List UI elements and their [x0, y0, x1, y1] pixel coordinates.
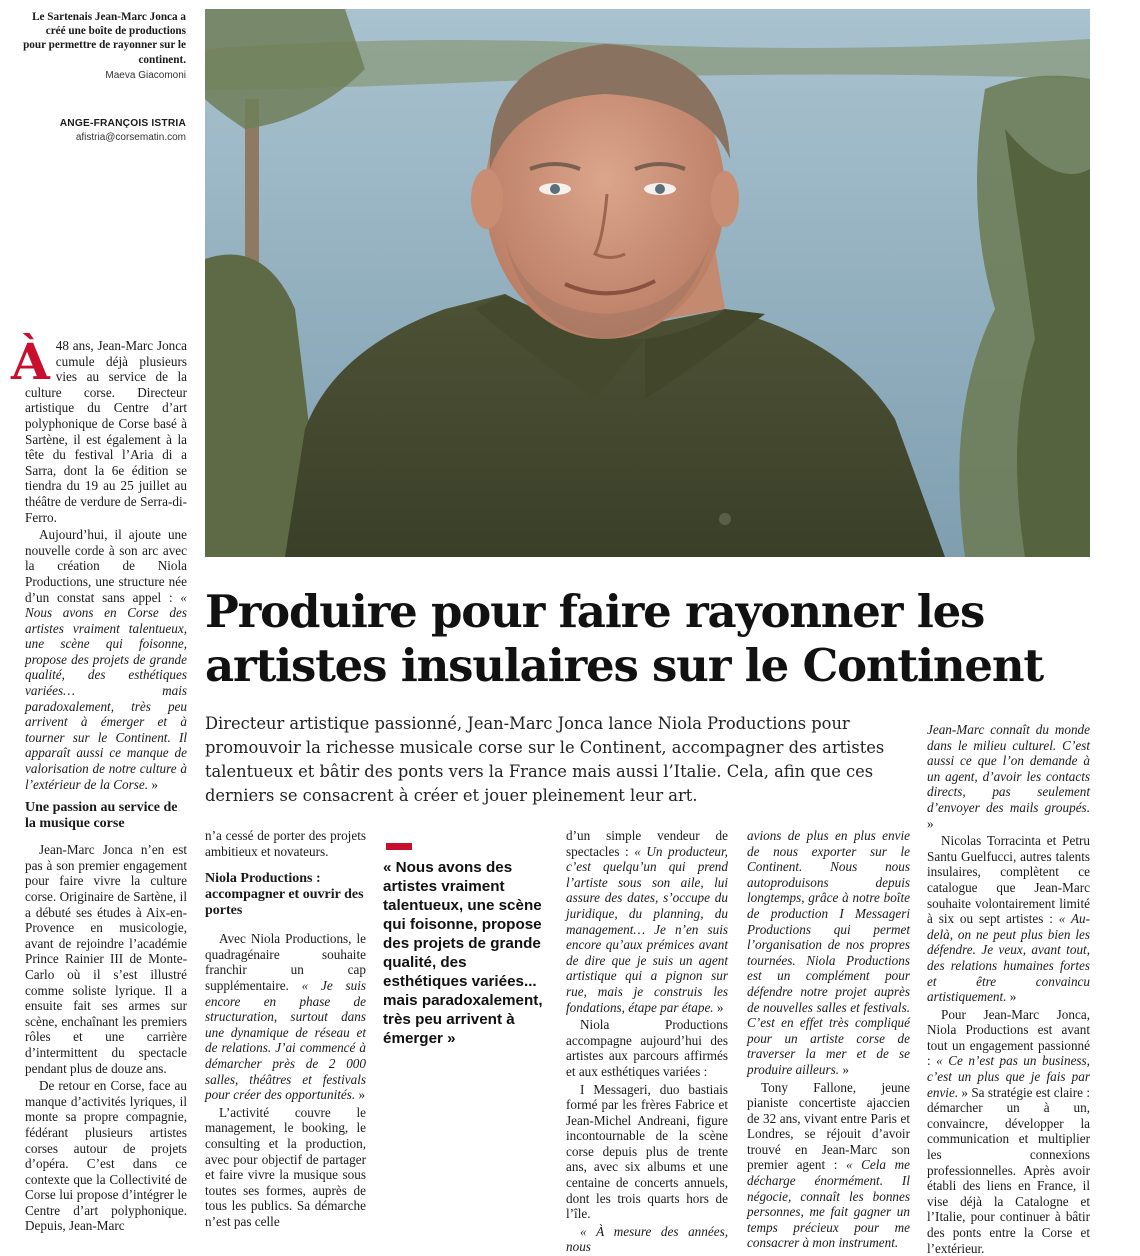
- col1-p3: Jean-Marc Jonca n’en est pas à son premier engagement pour faire vivre la culture corse. Originaire de Sartène, il a débuté ses études à Aix-en-Provence en musicologie, avant de rejoindre l’académie Prince Rainier III de Monte-Carlo où il s’est illustré comme soliste lyrique. Il a ensuite fait ses armes sur scène, enchaînant les premiers rôles et une carrière d’intermittent du spectacle pendant plus de douze ans.: [25, 842, 187, 1076]
- col3-p3: I Messageri, duo bastiais formé par les frères Fabrice et Jean-Michel Andreani, figure incontournable de la scène corse depuis plus de trente ans, avec six albums et une centaine de concerts annuels, dont les trois quarts hors de l’île.: [566, 1081, 728, 1222]
- col1-p1: 48 ans, Jean-Marc Jonca cumule déjà plusieurs vies au service de la culture corse. Directeur artistique du Centre d’art polyphonique de Corse basé à Sartène, il est également à la tête du festival l’Aria di a Sarra, dont la 6e édition se tiendra du 19 au 25 juillet au théâtre de verdure de Serra-di-Ferro.: [25, 338, 187, 525]
- column-4: avions de plus en plus envie de nous exporter sur le Continent. Nous nous autoproduisons depuis longtemps, grâce à notre boîte de production I Messageri Productions qui permet l’organisation de nos propres tournées. Niola Productions est un complément pour défendre notre projet auprès de nouvelles salles et festivals. C’est en effet très compliqué pour un artiste corse de traverser la mer et de se produire ailleurs. » Tony Fallone, jeune pianiste concertiste ajaccien de 32 ans, vivant entre Paris et Londres, se réjouit d’avoir trouvé en Jean-Marc son premier agent : « Cela me décharge énormément. Il négocie, connaît les bonnes personnes, me fait gagner un temps précieux pour me consacrer à mon instrument.: [747, 828, 910, 1251]
- caption-text: Le Sartenais Jean-Marc Jonca a créé une boîte de productions pour permettre de rayonner sur le continent.: [23, 11, 186, 66]
- lead-paragraph: Directeur artistique passionné, Jean-Marc Jonca lance Niola Productions pour promouvoir la richesse musicale corse sur le Continent, accompagner des artistes talentueux et bâtir des ponts vers la France mais aussi l’Italie. Cela, afin que ces derniers se consacrent à créer et jouer pleinement leur art.: [205, 714, 885, 805]
- headline: Produire pour faire rayonner les artistes insulaires sur le Continent: [205, 585, 1043, 692]
- quote-bar: [386, 843, 412, 850]
- column-1: À 48 ans, Jean-Marc Jonca cumule déjà plusieurs vies au service de la culture corse. Directeur artistique du Centre d’art polyphonique de Corse basé à Sartène, il est également à la tête du festival l’Aria di a Sarra, dont la 6e édition se tiendra du 19 au 25 juillet au théâtre de verdure de Serra-di-Ferro. Aujourd’hui, il ajoute une nouvelle corde à son arc avec la création de Niola Productions, une structure née d’un constat sans appel : « Nous avons en Corse des artistes vraiment talentueux, une scène qui foisonne, propose des projets de grande qualité, des esthétiques variées… mais paradoxalement, très peu arrivent à émerger et à tourner sur le Continent. Il apparaît aussi ce manque de valorisation de notre culture à l’extérieur de la Corse. » Une passion au service de la musique corse Jean-Marc Jonca n’en est pas à son premier engagement pour faire vivre la culture corse. Originaire de Sartène, il a débuté ses études à Aix-en-Provence en musicologie, avant de rejoindre l’académie Prince Rainier III de Monte-Carlo où il s’est illustré comme soliste lyrique. Il a ensuite fait ses armes sur scène, enchaînant les premiers rôles et une carrière d’intermittent du spectacle pendant plus de douze ans. De retour en Corse, face au manque d’activités lyriques, il monte sa propre compagnie, fédérant plusieurs artistes corses autour de projets d’opéra. C’est dans ce contexte que la Collectivité de Corse lui propose d’intégrer le Centre d’art polyphonique. Depuis, Jean-Marc: [11, 332, 187, 1234]
- column-5: Jean-Marc connaît du monde dans le milieu culturel. C’est aussi ce que l’on demande à un agent, d’avoir les contacts directs, pas seulement d’envoyer des mails groupés. » Nicolas Torracinta et Petru Santu Guelfucci, autres talents insulaires, complètent ce catalogue que Jean-Marc souhaite volontairement limité à six ou sept artistes : « Au-delà, on ne peut plus bien les défendre. Je veux, avant tout, des relations humaines fortes et être convaincu artistiquement. » Pour Jean-Marc Jonca, Niola Productions est avant tout un engagement passionné : « Ce n’est pas un business, c’est un plus que je fais par envie. » Sa stratégie est claire : démarcher un à un, convaincre, développer la communication et multiplier les connexions professionnelles. Après avoir établi des liens en France, il vise déjà la Catalogne et l’Italie, pour continuer à bâtir des ponts entre la Corse et l’extérieur.: [927, 722, 1090, 1256]
- author-email: afistria@corsematin.com: [75, 132, 186, 143]
- col1-p4: De retour en Corse, face au manque d’activités lyriques, il monte sa propre compagnie, fédérant plusieurs artistes corses autour de projets d’opéra. C’est dans ce contexte que la Collectivité de Corse lui propose d’intégrer le Centre d’art polyphonique. Depuis, Jean-Marc: [25, 1078, 187, 1234]
- byline: [20, 118, 186, 143]
- author-name: ANGE-FRANÇOIS ISTRIA: [59, 118, 186, 129]
- column-3: d’un simple vendeur de spectacles : « Un producteur, c’est quelqu’un qui prend l’artiste sous son aile, lui assure des dates, s’occupe du juridique, du planning, du management… Je n’en suis encore qu’aux prémices avant de dire que je suis un agent artistique qui a pignon sur rue, mais je construis les fondations, étape par étape. » Niola Productions accompagne aujourd’hui des artistes aux parcours affirmés et aux esthétiques variées : I Messageri, duo bastiais formé par les frères Fabrice et Jean-Michel Andreani, figure incontournable de la scène corse depuis plus de trente ans, avec six albums et une centaine de concerts annuels, dont les trois quarts hors de l’île. « À mesure des années, nous: [566, 828, 728, 1255]
- subhead-passion: Une passion au service de la musique corse: [25, 800, 178, 832]
- subhead-niola: Niola Productions : accompagner et ouvrir des portes: [205, 871, 364, 919]
- article-photo: [205, 9, 1090, 557]
- pull-quote: « Nous avons des artistes vraiment talentueux, une scène qui foisonne, propose des projets de grande qualité, des esthétiques variées... mais paradoxalement, très peu arrivent à émerger »: [383, 859, 543, 1047]
- col2-p1: n’a cessé de porter des projets ambitieux et novateurs.: [205, 828, 366, 859]
- photo-credit: Maeva Giacomoni: [105, 69, 186, 81]
- col2-p3: L’activité couvre le management, le booking, le consulting et la production, avec pour objectif de partager et faire vivre la musique sous toutes ses formes, auprès de tous les publics. Sa démarche n’est pas celle: [205, 1104, 366, 1229]
- col3-p2: Niola Productions accompagne aujourd’hui des artistes aux parcours affirmés et aux esthétiques variées :: [566, 1017, 728, 1079]
- column-2: n’a cessé de porter des projets ambitieux et novateurs. Niola Productions : accompagner et ouvrir des portes Avec Niola Productions, le quadragénaire souhaite franchir un cap supplémentaire. « Je suis encore en phase de structuration, surtout dans une dynamique de réseau et de relations. J’ai commencé à démarcher près de 2 000 salles, théâtres et festivals pour créer des opportunités. » L’activité couvre le management, le booking, le consulting et la production, avec pour objectif de partager et faire vivre la musique sous toutes ses formes, auprès de tous les publics. Sa démarche n’est pas celle: [205, 828, 367, 1229]
- photo-caption: [20, 10, 186, 83]
- drop-cap: À: [11, 332, 50, 391]
